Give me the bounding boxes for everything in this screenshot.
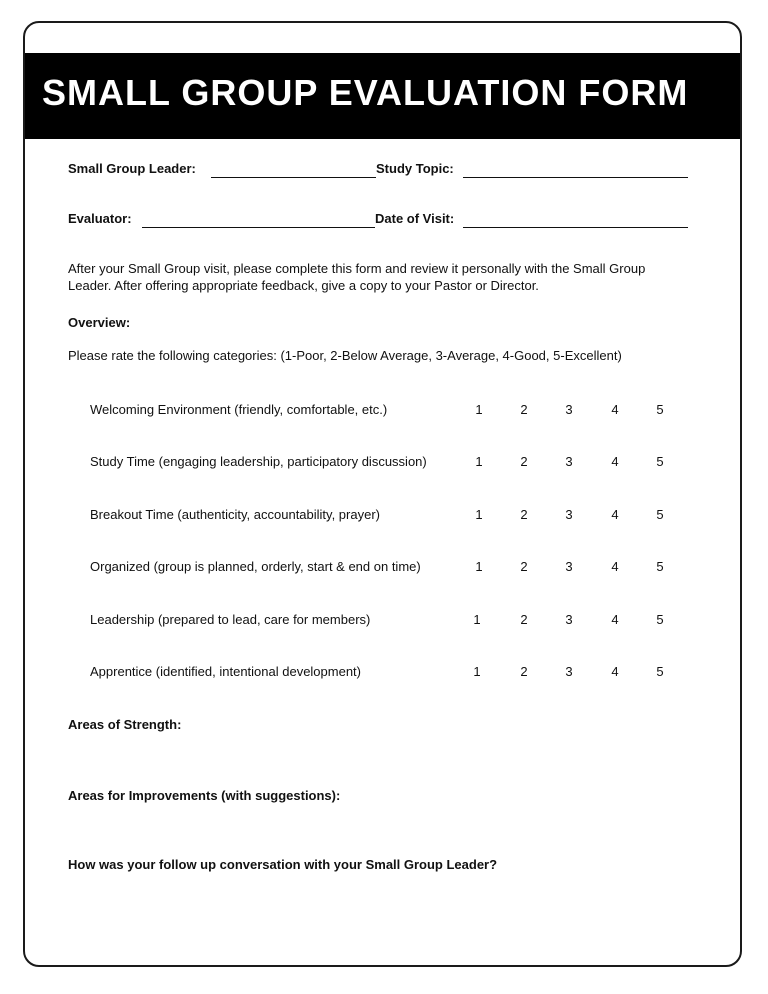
rating-option-3[interactable]: 3	[565, 507, 573, 522]
evaluator-label: Evaluator:	[68, 211, 132, 226]
rating-option-3[interactable]: 3	[565, 664, 573, 679]
leader-field[interactable]	[211, 177, 376, 178]
category-label: Apprentice (identified, intentional development)	[90, 664, 362, 679]
rating-option-2[interactable]: 2	[520, 402, 528, 417]
leader-label: Small Group Leader:	[68, 161, 196, 176]
evaluator-field[interactable]	[142, 227, 375, 228]
rating-option-4[interactable]: 4	[611, 559, 619, 574]
category-label: Welcoming Environment (friendly, comfortable, etc.)	[90, 402, 388, 417]
category-label: Breakout Time (authenticity, accountability, prayer)	[90, 507, 380, 522]
rating-option-2[interactable]: 2	[520, 664, 528, 679]
rating-option-4[interactable]: 4	[611, 664, 619, 679]
instructions-text: After your Small Group visit, please complete this form and review it personally with the Small Group Leader. After offering appropriate feedback, give a copy to your Pastor or Director.	[68, 261, 646, 293]
rating-option-5[interactable]: 5	[656, 454, 664, 469]
category-label: Organized (group is planned, orderly, start & end on time)	[90, 559, 421, 574]
rating-option-1[interactable]: 1	[473, 612, 481, 627]
rating-option-4[interactable]: 4	[611, 454, 619, 469]
rating-option-4[interactable]: 4	[611, 402, 619, 417]
strengths-heading: Areas of Strength:	[68, 717, 182, 732]
topic-label: Study Topic:	[376, 161, 454, 176]
rating-option-4[interactable]: 4	[611, 507, 619, 522]
rating-option-3[interactable]: 3	[565, 559, 573, 574]
date-label: Date of Visit:	[375, 211, 455, 226]
rating-option-5[interactable]: 5	[656, 664, 664, 679]
date-field[interactable]	[463, 227, 688, 228]
form-page	[23, 21, 742, 967]
rating-option-5[interactable]: 5	[656, 402, 664, 417]
rating-option-4[interactable]: 4	[611, 612, 619, 627]
rating-option-1[interactable]: 1	[475, 402, 483, 417]
category-label: Leadership (prepared to lead, care for members)	[90, 612, 371, 627]
rating-option-5[interactable]: 5	[656, 612, 664, 627]
rating-option-2[interactable]: 2	[520, 454, 528, 469]
rating-option-3[interactable]: 3	[565, 454, 573, 469]
rating-option-5[interactable]: 5	[656, 559, 664, 574]
overview-heading: Overview:	[68, 315, 131, 330]
rating-option-1[interactable]: 1	[475, 507, 483, 522]
rating-option-3[interactable]: 3	[565, 612, 573, 627]
rating-option-3[interactable]: 3	[565, 402, 573, 417]
topic-field[interactable]	[463, 177, 688, 178]
rating-prompt: Please rate the following categories: (1-Poor, 2-Below Average, 3-Average, 4-Good, 5-Excellent)	[68, 348, 622, 363]
improvements-heading: Areas for Improvements (with suggestions):	[68, 788, 341, 803]
rating-option-2[interactable]: 2	[520, 612, 528, 627]
rating-option-2[interactable]: 2	[520, 559, 528, 574]
category-label: Study Time (engaging leadership, participatory discussion)	[90, 454, 427, 469]
rating-option-5[interactable]: 5	[656, 507, 664, 522]
form-title: SMALL GROUP EVALUATION FORM	[42, 72, 689, 113]
title-banner	[25, 53, 740, 139]
rating-option-1[interactable]: 1	[475, 559, 483, 574]
rating-option-1[interactable]: 1	[473, 664, 481, 679]
rating-option-1[interactable]: 1	[475, 454, 483, 469]
followup-heading: How was your follow up conversation with your Small Group Leader?	[68, 857, 498, 872]
rating-option-2[interactable]: 2	[520, 507, 528, 522]
